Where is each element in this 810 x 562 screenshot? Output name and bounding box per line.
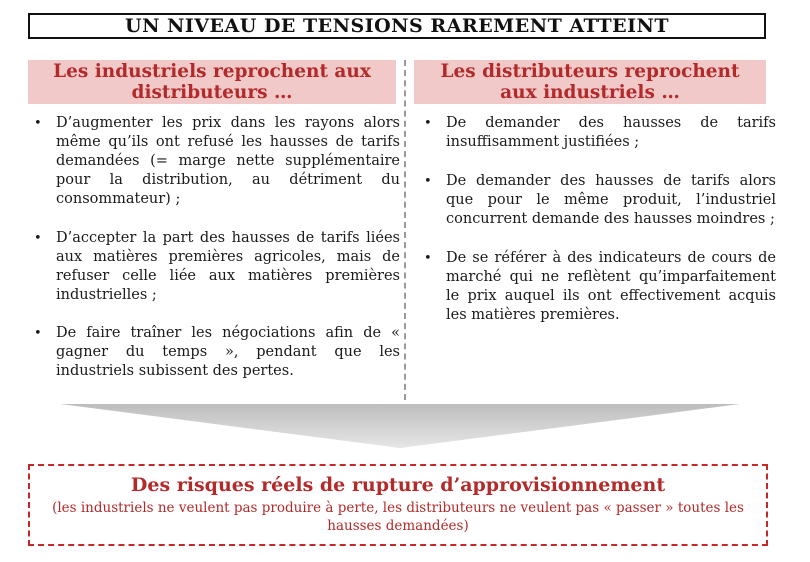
right-item-2: [420, 172, 776, 229]
left-item-2-text: D’accepter la part des hausses de tarifs liées aux matières premières agricoles, mais de refuser celle liée aux matières premières industrielles ;: [56, 230, 400, 303]
right-column-list: [420, 114, 776, 325]
arrow-shape: [60, 404, 740, 448]
left-item-1: [30, 114, 400, 209]
bullet-icon: •: [34, 326, 42, 341]
left-item-2: [30, 229, 400, 305]
right-item-3: [420, 249, 776, 325]
bullet-icon: •: [424, 251, 432, 266]
left-item-1-text: D’augmenter les prix dans les rayons alors même qu’ils ont refusé les hausses de tarifs demandées (= marge nette supplémentaire pour la distribution, au détriment du consommateur) ;: [56, 115, 400, 207]
left-column-heading: Les industriels reprochent aux distributeurs …: [28, 60, 396, 104]
right-item-1: [420, 114, 776, 152]
bullet-icon: •: [34, 116, 42, 131]
left-column-list: [30, 114, 400, 381]
conclusion-title: Des risques réels de rupture d’approvisionnement: [130, 474, 666, 496]
bullet-icon: •: [424, 174, 432, 189]
right-item-2-text: De demander des hausses de tarifs alors que pour le même produit, l’industriel concurrent demande des hausses moindres ;: [446, 173, 776, 227]
conclusion-subtitle: (les industriels ne veulent pas produire à perte, les distributeurs ne veulent pas « passer » toutes les hausses demandées): [52, 500, 744, 534]
column-divider: [404, 60, 406, 400]
bullet-icon: •: [424, 116, 432, 131]
left-item-3-text: De faire traîner les négociations afin de « gagner du temps », pendant que les industriels subissent des pertes.: [56, 325, 400, 379]
conclusion-box: [28, 464, 768, 546]
left-item-3: [30, 324, 400, 381]
right-item-1-text: De demander des hausses de tarifs insuffisamment justifiées ;: [446, 115, 776, 150]
bullet-icon: •: [34, 231, 42, 246]
main-title: UN NIVEAU DE TENSIONS RAREMENT ATTEINT: [28, 13, 766, 39]
right-item-3-text: De se référer à des indicateurs de cours de marché qui ne reflètent qu’imparfaitement le prix auquel ils ont effectivement acquis les matières premières.: [446, 250, 776, 323]
right-column-heading: Les distributeurs reprochent aux industriels …: [414, 60, 766, 104]
down-arrow-icon: [60, 404, 740, 448]
